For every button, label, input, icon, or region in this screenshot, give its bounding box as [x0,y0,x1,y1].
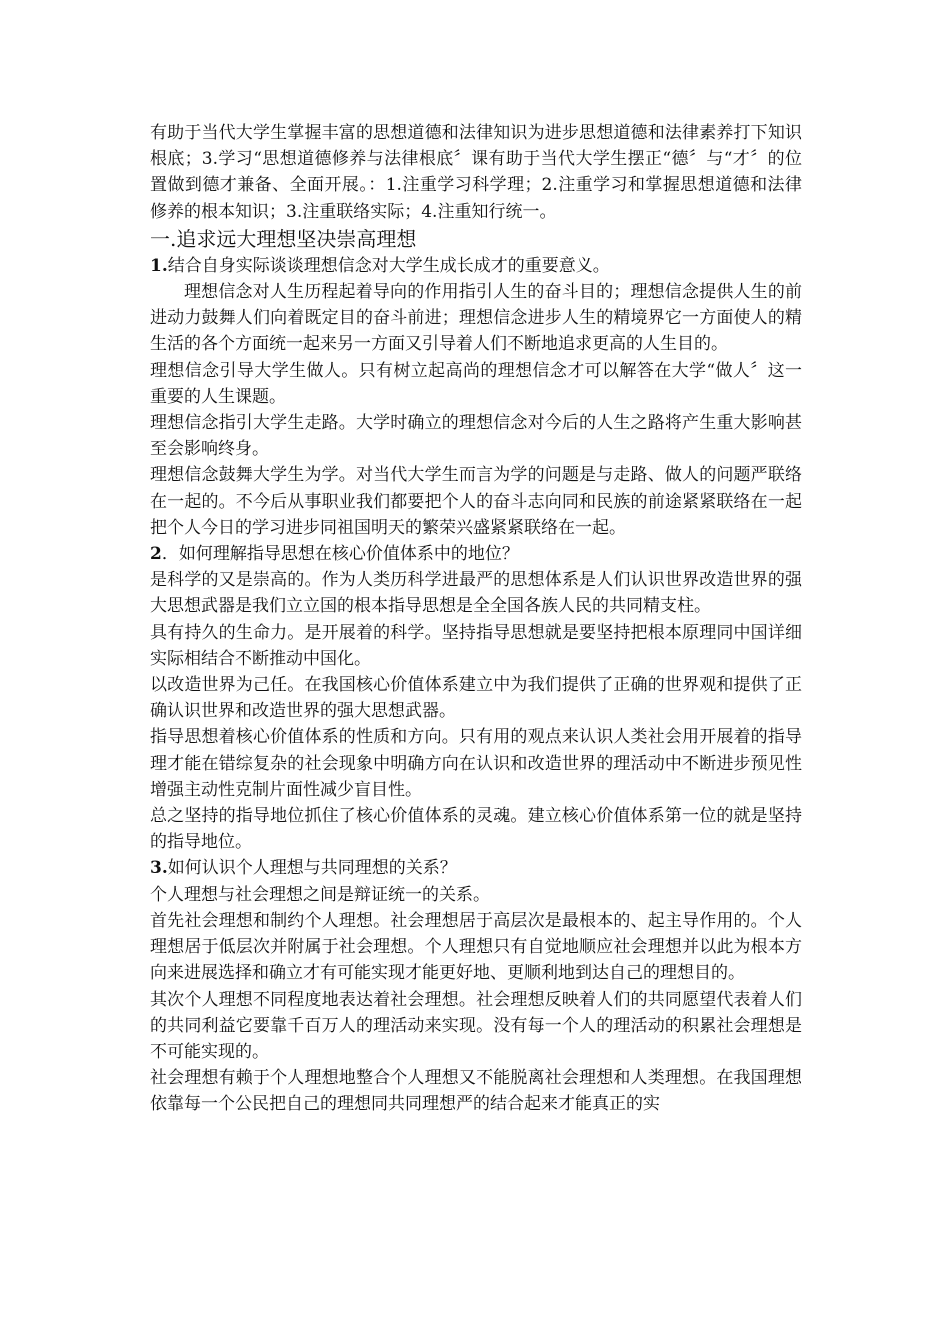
intro-paragraph: 有助于当代大学生掌握丰富的思想道德和法律知识为进步思想道德和法律素养打下知识根底；3.学习“思想道德修养与法律根底〞课有助于当代大学生摆正“德〞与“才〞的位置做到德才兼备、全面开展。：1.注重学习科学理；2.注重学习和掌握思想道德和法律修养的根本知识；3.注重联络实际；4.注重知行统一。 [150,123,802,222]
q3-paragraph-1: 个人理想与社会理想之间是辩证统一的关系。 [150,884,490,905]
question-3-number: 3. [150,858,168,879]
q3-paragraph-3: 其次个人理想不同程度地表达着社会理想。社会理想反映着人们的共同愿望代表着人们的共同利益它要靠千百万人的理活动来实现。没有每一个人的理活动的积累社会理想是不可能实现的。 [150,989,802,1062]
question-2-number: 2 [150,544,162,565]
document-page [150,120,802,1118]
question-3-title [150,855,802,881]
q1-paragraph-3: 理想信念指引大学生走路。大学时确立的理想信念对今后的人生之路将产生重大影响甚至会影响终身。 [150,413,802,460]
question-3-text: 如何认识个人理想与共同理想的关系？ [167,858,457,879]
question-2-title [150,541,802,567]
q2-paragraph-2: 具有持久的生命力。是开展着的科学。坚持指导思想就是要坚持把根本原理同中国详细实际相结合不断推动中国化。 [150,622,802,669]
question-1-text: 结合自身实际谈谈理想信念对大学生成长成才的重要意义。 [167,255,610,276]
section-heading: 一.追求远大理想坚决崇高理想 [150,226,417,251]
q1-paragraph-1: 理想信念对人生历程起着导向的作用指引人生的奋斗目的；理想信念提供人生的前进动力鼓舞人们向着既定目的奋斗前进；理想信念进步人生的精境界它一方面使人的精生活的各个方面统一起来另一方面又引导着人们不断地追求更高的人生目的。 [150,282,802,355]
q2-paragraph-3: 以改造世界为己任。在我国核心价值体系建立中为我们提供了正确的世界观和提供了正确认识世界和改造世界的强大思想武器。 [150,675,802,722]
q2-paragraph-4: 指导思想着核心价值体系的性质和方向。只有用的观点来认识人类社会用开展着的指导理才能在错综复杂的社会现象中明确方向在认识和改造世界的理活动中不断进步预见性增强主动性克制片面性减少盲目性。 [150,727,802,800]
q2-paragraph-5: 总之坚持的指导地位抓住了核心价值体系的灵魂。建立核心价值体系第一位的就是坚持的指导地位。 [150,806,802,853]
q3-paragraph-4: 社会理想有赖于个人理想地整合个人理想又不能脱离社会理想和人类理想。在我国理想依靠每一个公民把自己的理想同共同理想严的结合起来才能真正的实 [150,1068,802,1115]
question-1-title [150,253,802,279]
q1-paragraph-2: 理想信念引导大学生做人。只有树立起高尚的理想信念才可以解答在大学“做人〞这一重要的人生课题。 [150,360,802,407]
q3-paragraph-2: 首先社会理想和制约个人理想。社会理想居于高层次是最根本的、起主导作用的。个人理想居于低层次并附属于社会理想。个人理想只有自觉地顺应社会理想并以此为根本方向来进展选择和确立才有可能实现才能更好地、更顺利地到达自己的理想目的。 [150,910,802,984]
q1-paragraph-4: 理想信念鼓舞大学生为学。对当代大学生而言为学的问题是与走路、做人的问题严联络在一起的。不今后从事职业我们都要把个人的奋斗志向同和民族的前途紧紧联络在一起把个人今日的学习进步同祖国明天的繁荣兴盛紧紧联络在一起。 [150,465,802,538]
question-1-number: 1. [150,255,168,276]
question-2-text: ．如何理解指导思想在核心价值体系中的地位？ [161,544,519,565]
q2-paragraph-1: 是科学的又是崇高的。作为人类历科学进最严的思想体系是人们认识世界改造世界的强大思想武器是我们立立国的根本指导思想是全全国各族人民的共同精支柱。 [150,570,802,617]
